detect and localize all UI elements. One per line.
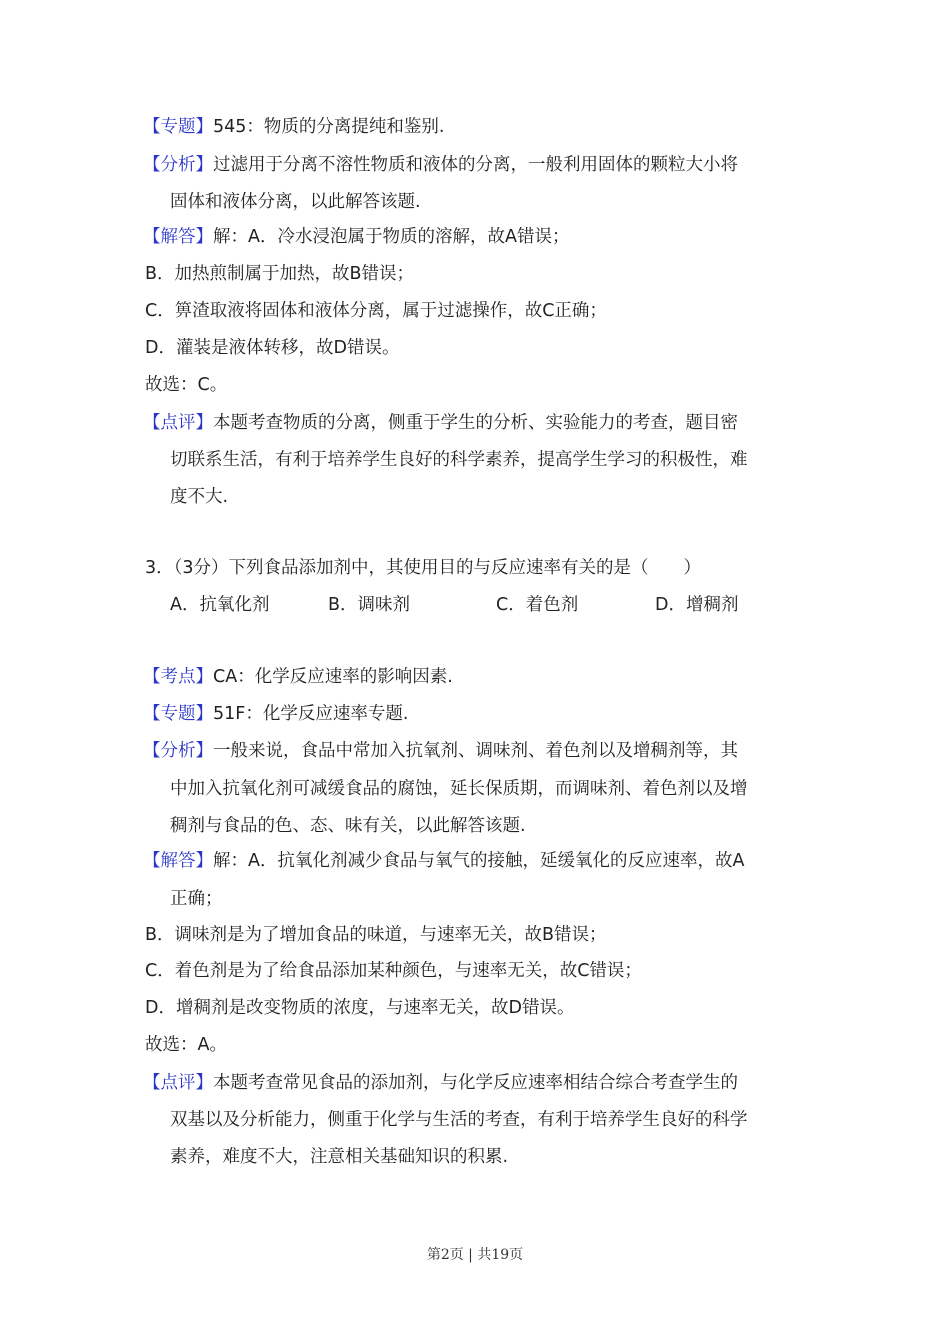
section-tag: 【解答】 bbox=[143, 227, 213, 247]
line-text: 过滤用于分离不溶性物质和液体的分离，一般利用固体的颗粒大小将 bbox=[213, 155, 738, 175]
text-line bbox=[145, 959, 642, 983]
text-line bbox=[170, 190, 421, 214]
answer-option: A．抗氧化剂 bbox=[170, 595, 270, 615]
text-line bbox=[170, 1145, 508, 1169]
section-tag: 【专题】 bbox=[143, 117, 213, 137]
line-text: 一般来说，食品中常加入抗氧剂、调味剂、着色剂以及增稠剂等，其 bbox=[213, 741, 738, 761]
answer-option: B．调味剂 bbox=[328, 595, 411, 615]
line-text: 稠剂与食品的色、态、味有关，以此解答该题. bbox=[170, 816, 526, 836]
text-line bbox=[145, 996, 574, 1020]
text-line bbox=[143, 115, 444, 139]
line-text: 51F：化学反应速率专题. bbox=[213, 704, 409, 724]
text-line bbox=[143, 849, 744, 873]
text-line bbox=[143, 739, 738, 763]
text-line bbox=[170, 887, 223, 911]
text-line bbox=[170, 485, 228, 509]
line-text: 度不大. bbox=[170, 487, 229, 507]
section-tag: 【点评】 bbox=[143, 413, 213, 433]
line-text: 解：A．冷水浸泡属于物质的溶解，故A错误； bbox=[213, 227, 570, 247]
line-text: B．调味剂是为了增加食品的味道，与速率无关，故B错误； bbox=[145, 925, 607, 945]
line-text: D．灌装是液体转移，故D错误。 bbox=[145, 338, 400, 358]
section-tag: 【考点】 bbox=[143, 667, 213, 687]
text-line bbox=[145, 299, 607, 323]
line-text: 本题考查常见食品的添加剂，与化学反应速率相结合综合考查学生的 bbox=[213, 1073, 738, 1093]
text-line bbox=[145, 262, 414, 286]
line-text: 切联系生活，有利于培养学生良好的科学素养，提高学生学习的积极性，难 bbox=[170, 450, 748, 470]
answer-option: D．增稠剂 bbox=[655, 595, 739, 615]
text-line bbox=[145, 336, 399, 360]
text-line bbox=[143, 411, 738, 435]
line-text: 双基以及分析能力，侧重于化学与生活的考查，有利于培养学生良好的科学 bbox=[170, 1110, 748, 1130]
section-tag: 【分析】 bbox=[143, 155, 213, 175]
line-text: CA：化学反应速率的影响因素. bbox=[213, 667, 453, 687]
text-line bbox=[143, 153, 738, 177]
line-text: 本题考查物质的分离，侧重于学生的分析、实验能力的考查，题目密 bbox=[213, 413, 738, 433]
text-line bbox=[145, 1033, 227, 1057]
page-footer: 第2页 | 共19页 bbox=[426, 1247, 524, 1263]
text-line bbox=[143, 665, 453, 689]
line-text: 故选：A。 bbox=[145, 1035, 227, 1055]
section-tag: 【专题】 bbox=[143, 704, 213, 724]
text-line bbox=[170, 777, 748, 801]
text-line bbox=[145, 373, 227, 397]
line-text: C．着色剂是为了给食品添加某种颜色，与速率无关，故C错误； bbox=[145, 961, 642, 981]
text-line bbox=[143, 1071, 738, 1095]
section-tag: 【分析】 bbox=[143, 741, 213, 761]
line-text: 中加入抗氧化剂可减缓食品的腐蚀，延长保质期，而调味剂、着色剂以及增 bbox=[170, 779, 748, 799]
line-text: 解：A．抗氧化剂减少食品与氧气的接触，延缓氧化的反应速率，故A bbox=[213, 851, 745, 871]
line-text: D．增稠剂是改变物质的浓度，与速率无关，故D错误。 bbox=[145, 998, 575, 1018]
text-line bbox=[170, 448, 748, 472]
section-tag: 【点评】 bbox=[143, 1073, 213, 1093]
line-text: 3．（3分）下列食品添加剂中，其使用目的与反应速率有关的是（ ） bbox=[145, 558, 702, 578]
line-text: B．加热煎制属于加热，故B错误； bbox=[145, 264, 415, 284]
line-text: 故选：C。 bbox=[145, 375, 228, 395]
line-text: 固体和液体分离，以此解答该题. bbox=[170, 192, 421, 212]
text-line bbox=[145, 923, 607, 947]
text-line bbox=[145, 556, 701, 580]
answer-option: C．着色剂 bbox=[496, 595, 579, 615]
line-text: 素养，难度不大，注意相关基础知识的积累. bbox=[170, 1147, 509, 1167]
text-line bbox=[170, 1108, 748, 1132]
text-line bbox=[143, 225, 569, 249]
line-text: 正确； bbox=[170, 889, 223, 909]
text-line bbox=[143, 702, 408, 726]
line-text: 545：物质的分离提纯和鉴别. bbox=[213, 117, 445, 137]
line-text: C．箅渣取液将固体和液体分离，属于过滤操作，故C正确； bbox=[145, 301, 607, 321]
section-tag: 【解答】 bbox=[143, 851, 213, 871]
text-line bbox=[170, 814, 526, 838]
